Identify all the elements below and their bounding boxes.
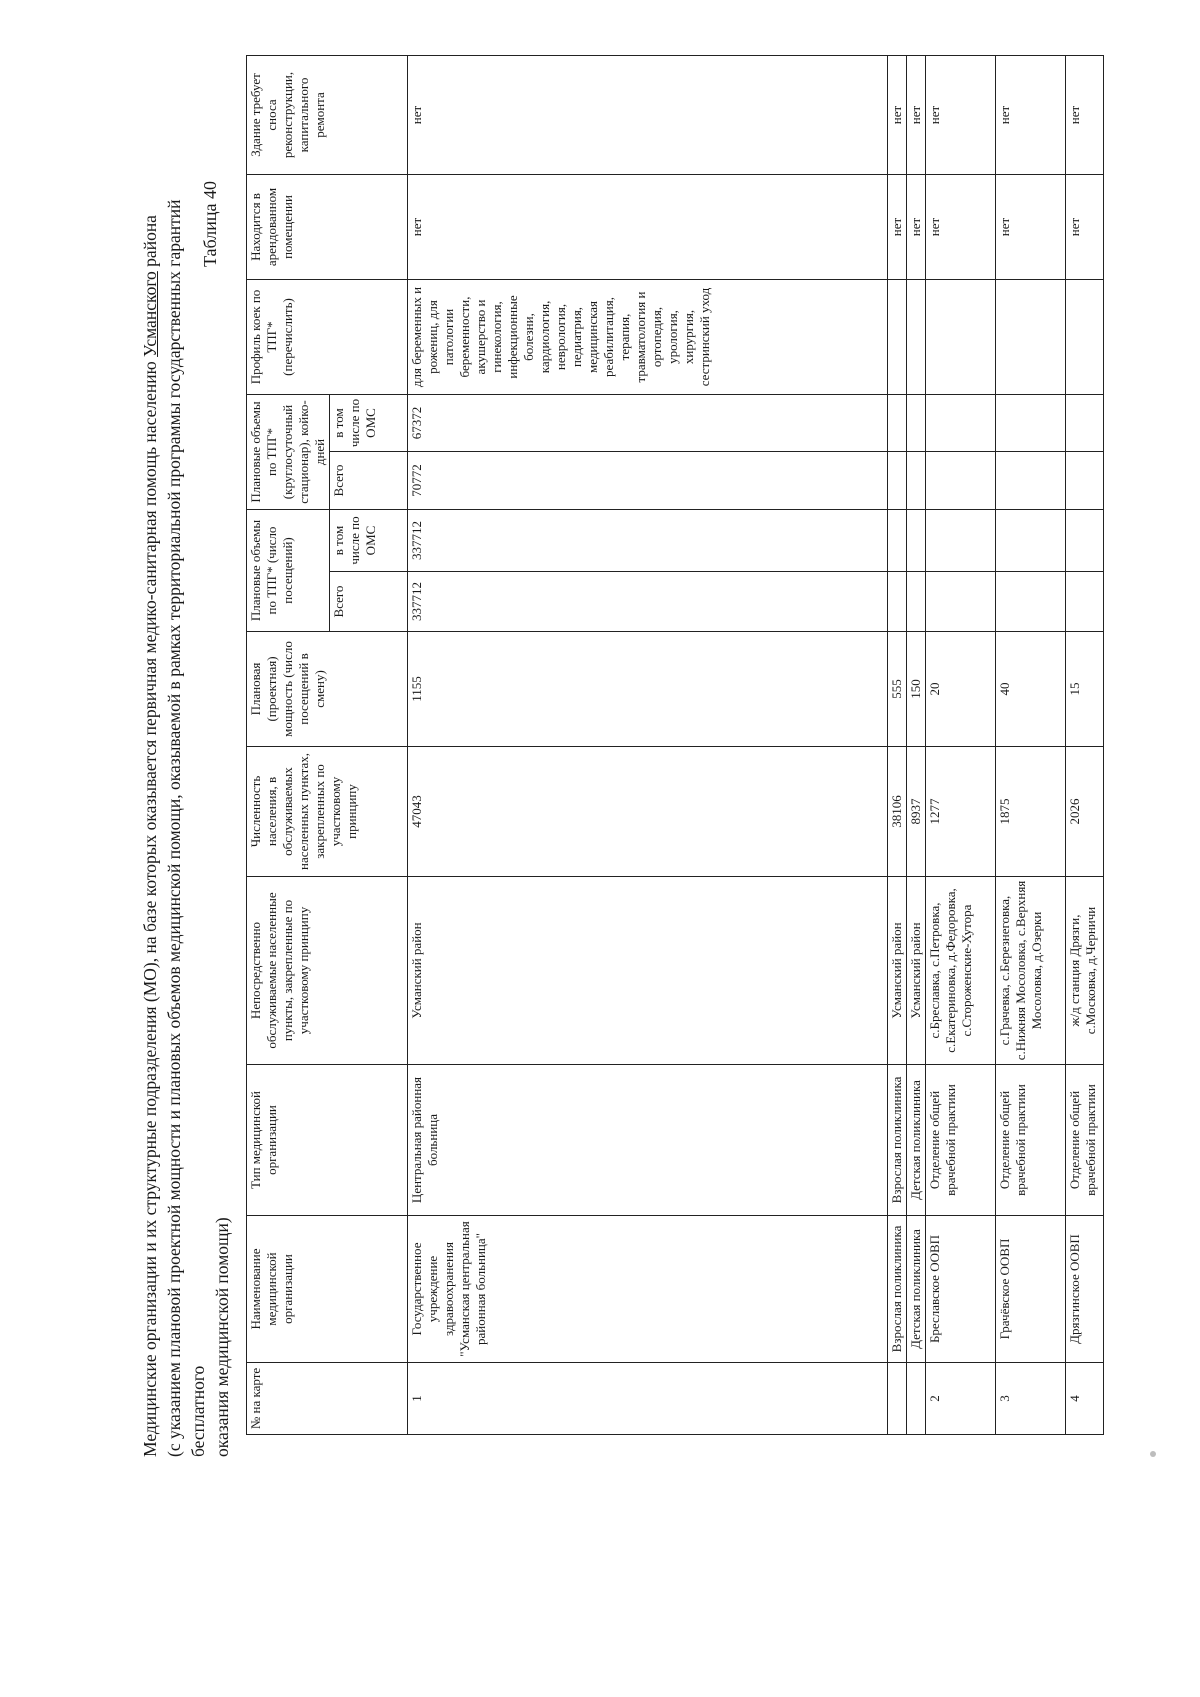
- cell-name: Взрослая поликлиника: [888, 1216, 907, 1363]
- cell-demolition: нет: [1066, 55, 1104, 174]
- header-beddays-group: Плановые объемы по ТПГ* (круглосуточный стационар), койко-дней: [247, 394, 330, 509]
- cell-beddays-total: [926, 452, 996, 510]
- header-beddays-total: Всего: [330, 452, 408, 510]
- table-row: [926, 55, 996, 1434]
- header-visits-oms: в том числе по ОМС: [330, 510, 408, 572]
- cell-visits-total: [1066, 572, 1104, 632]
- cell-beddays-total: [888, 452, 907, 510]
- cell-beddays-oms: [907, 394, 926, 451]
- cell-num: 1: [408, 1363, 888, 1435]
- cell-visits-oms: [926, 510, 996, 572]
- table-number: Таблица 40: [200, 181, 220, 267]
- header-served: Непосредственно обслуживаемые населенные пункты, закрепленные по участковому принципу: [247, 877, 408, 1065]
- cell-population: 2026: [1066, 747, 1104, 877]
- cell-served: с.Грачевка, с.Березнеговка, с.Нижняя Мосоловка, с.Верхняя Мосоловка, д.Озерки: [996, 877, 1066, 1065]
- table-row: [408, 55, 888, 1434]
- cell-served: Усманский район: [888, 877, 907, 1065]
- cell-rented: нет: [1066, 174, 1104, 279]
- header-profile: Профиль коек по ТПГ* (перечислить): [247, 279, 408, 394]
- cell-visits-total: [996, 572, 1066, 632]
- cell-type: Отделение общей врачебной практики: [1066, 1065, 1104, 1216]
- cell-capacity: 15: [1066, 632, 1104, 747]
- cell-served: Усманский район: [907, 877, 926, 1065]
- cell-beddays-oms: [888, 394, 907, 451]
- cell-profile: [1066, 279, 1104, 394]
- cell-name: Грачёвское ООВП: [996, 1216, 1066, 1363]
- cell-beddays-total: 70772: [408, 452, 888, 510]
- cell-beddays-oms: 67372: [408, 394, 888, 451]
- cell-beddays-total: [1066, 452, 1104, 510]
- cell-visits-oms: [1066, 510, 1104, 572]
- header-rented: Находится в арендованном помещении: [247, 174, 408, 279]
- cell-profile: для беременных и рожениц, для патологии беременности, акушерство и гинекология, инфекционные болезни, кардиология, неврология, педиатрия, медицинская реабилитация, терапия, травматология и ортопедия, урология, хирургия, сестринский уход: [408, 279, 888, 394]
- cell-beddays-oms: [996, 394, 1066, 451]
- header-demolition: Здание требует сноса реконструкции, капитального ремонта: [247, 55, 408, 174]
- title-line-1-text: Медицинские организации и их структурные подразделения (МО), на базе которых оказывается первичная медико-санитарная помощь населению: [140, 356, 160, 1457]
- cell-visits-total: [888, 572, 907, 632]
- cell-profile: [926, 279, 996, 394]
- cell-population: 8937: [907, 747, 926, 877]
- cell-num: [888, 1363, 907, 1435]
- cell-beddays-total: [996, 452, 1066, 510]
- cell-type: Отделение общей врачебной практики: [996, 1065, 1066, 1216]
- cell-rented: нет: [926, 174, 996, 279]
- cell-demolition: нет: [996, 55, 1066, 174]
- cell-name: Детская поликлиника: [907, 1216, 926, 1363]
- cell-capacity: 1155: [408, 632, 888, 747]
- document-title: [138, 157, 234, 1457]
- cell-demolition: нет: [888, 55, 907, 174]
- table-row: [907, 55, 926, 1434]
- scan-dot: [1150, 1451, 1156, 1457]
- cell-num: 3: [996, 1363, 1066, 1435]
- header-name: Наименование медицинской организации: [247, 1216, 408, 1363]
- header-population: Численность населения, в обслуживаемых населенных пунктах, закрепленных по участковому принципу: [247, 747, 408, 877]
- cell-profile: [907, 279, 926, 394]
- cell-demolition: нет: [408, 55, 888, 174]
- cell-population: 1875: [996, 747, 1066, 877]
- cell-served: ж/д станция Дрязги, с.Московка, д.Черничи: [1066, 877, 1104, 1065]
- cell-population: 47043: [408, 747, 888, 877]
- cell-type: Детская поликлиника: [907, 1065, 926, 1216]
- cell-rented: нет: [996, 174, 1066, 279]
- cell-visits-oms: [996, 510, 1066, 572]
- cell-demolition: нет: [926, 55, 996, 174]
- cell-name: Дрязгинское ООВП: [1066, 1216, 1104, 1363]
- header-visits-total: Всего: [330, 572, 408, 632]
- cell-population: 38106: [888, 747, 907, 877]
- medical-organizations-table: [246, 55, 1104, 1435]
- cell-rented: нет: [888, 174, 907, 279]
- cell-visits-total: [907, 572, 926, 632]
- cell-beddays-oms: [926, 394, 996, 451]
- cell-rented: нет: [907, 174, 926, 279]
- title-line-3: оказания медицинской помощи): [212, 1217, 232, 1457]
- title-line-2: (с указанием плановой проектной мощности и плановых объемов медицинской помощи, оказываемой в рамках территориальной программы государственных гарантий бесплатного: [164, 199, 208, 1457]
- cell-name: Государственное учреждение здравоохранения "Усманская центральная районная больница": [408, 1216, 888, 1363]
- cell-visits-oms: [888, 510, 907, 572]
- cell-population: 1277: [926, 747, 996, 877]
- cell-visits-total: [926, 572, 996, 632]
- cell-type: Центральная районная больница: [408, 1065, 888, 1216]
- cell-num: 2: [926, 1363, 996, 1435]
- cell-served: Усманский район: [408, 877, 888, 1065]
- cell-visits-oms: [907, 510, 926, 572]
- cell-profile: [996, 279, 1066, 394]
- table-row: [1066, 55, 1104, 1434]
- cell-name: Бреславское ООВП: [926, 1216, 996, 1363]
- table-row: [996, 55, 1066, 1434]
- cell-num: 4: [1066, 1363, 1104, 1435]
- cell-profile: [888, 279, 907, 394]
- title-line-1: [138, 157, 162, 1457]
- cell-beddays-oms: [1066, 394, 1104, 451]
- cell-rented: нет: [408, 174, 888, 279]
- district-name: Усманского: [140, 271, 160, 357]
- table-row: [888, 55, 907, 1434]
- header-row-1: [247, 55, 330, 1434]
- cell-type: Взрослая поликлиника: [888, 1065, 907, 1216]
- title-line-1-end: района: [140, 215, 160, 272]
- cell-capacity: 150: [907, 632, 926, 747]
- cell-capacity: 555: [888, 632, 907, 747]
- cell-visits-oms: 337712: [408, 510, 888, 572]
- cell-capacity: 20: [926, 632, 996, 747]
- header-num: № на карте: [247, 1363, 408, 1435]
- cell-capacity: 40: [996, 632, 1066, 747]
- cell-visits-total: 337712: [408, 572, 888, 632]
- cell-num: [907, 1363, 926, 1435]
- cell-served: с.Бреславка, с.Петровка, с.Екатериновка, д.Федоровка, с.Стороженские-Хутора: [926, 877, 996, 1065]
- header-visits-group: Плановые объемы по ТПГ* (число посещений): [247, 510, 330, 632]
- cell-demolition: нет: [907, 55, 926, 174]
- header-type: Тип медицинской организации: [247, 1065, 408, 1216]
- cell-beddays-total: [907, 452, 926, 510]
- cell-type: Отделение общей врачебной практики: [926, 1065, 996, 1216]
- header-beddays-oms: в том числе по ОМС: [330, 394, 408, 451]
- header-capacity: Плановая (проектная) мощность (число посещений в смену): [247, 632, 408, 747]
